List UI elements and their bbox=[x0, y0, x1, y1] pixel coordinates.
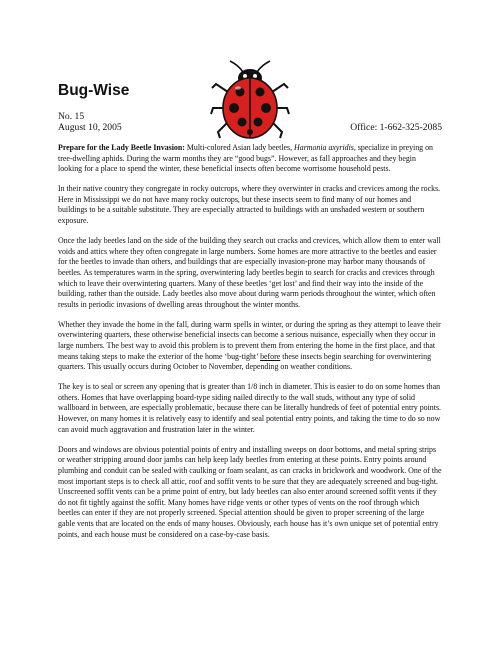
paragraph-1 bbox=[58, 143, 442, 175]
paragraph-4-text: Whether they invade the home in the fall, during warm spells in winter, or during the spring as they attempt to leave their overwintering quarters, these otherwise beneficial insects can become a serious nuisance, especially when they occur in large numbers. The best way to avoid this problem is to prevent them from entering the home in the first place, and that means taking steps to make the exterior of the home ‘bug-tight’ bbox=[58, 319, 441, 361]
article-body bbox=[58, 143, 442, 550]
paragraph-4-text-cont: these insects begin searching for overwintering quarters. This usually occurs during October to November, depending on weather conditions. bbox=[58, 351, 432, 372]
species-name: Harmonia axyridis bbox=[294, 143, 354, 152]
paragraph-5: The key is to seal or screen any opening that is greater than 1/8 inch in diameter. This is easier to do on some homes than others. Homes that have overlapping board-type siding nailed directly to the wall studs, without any type of solid wallboard in between, are especially problematic, because there can be literally hundreds of feet of potential entry points. However, on many homes it is relatively easy to identify and seal potential entry points, and taking the time to do so now can avoid much aggravation and frustration later in the winter. bbox=[58, 382, 441, 434]
newsletter-title: Bug-Wise bbox=[58, 82, 130, 99]
emphasis-before: before bbox=[260, 351, 281, 361]
paragraph-4 bbox=[58, 320, 442, 373]
issue-number: No. 15 bbox=[58, 111, 85, 122]
paragraph-3: Once the lady beetles land on the side of the building they search out cracks and crevices, which allow them to enter wall voids and attics where they often congregate in large numbers. Some homes are more attractive to the beetles and easier for the beetles to invade than others, and buildings that are especially invasion-prone may harbor many thousands of beetles. As temperatures warm in the spring, overwintering lady beetles begin to search for cracks and crevices through which to leave their overwintering quarters. Many of these beetles ‘get lost’ and find their way into the inside of the building, rather than the outside. Lady beetles also move about during warm periods throughout the winter, which often results in periodic invasions of dwelling areas throughout the winter months. bbox=[58, 236, 441, 309]
paragraph-1-text-cont: , specialize in preying on tree-dwelling aphids. During the warm months they are “good bugs”. However, as fall approaches and they begin looking for a place to spend the winter, these beneficial insects often become worrisome household pests. bbox=[58, 143, 433, 174]
paragraph-6: Doors and windows are obvious potential points of entry and installing sweeps on door bottoms, and metal spring strips or weather stripping around door jambs can help keep lady beetles from entering at these points. Entry points around plumbing and conduit can be sealed with caulking or foam sealant, as can cracks in brickwork and woodwork. One of the most important steps is to check all attic, roof and soffit vents to be sure that they are adequately screened and bug-tight. Unscreened soffit vents can be a prime point of entry, but lady beetles can also enter around screened soffit vents if they do not fit tightly against the soffit. Many homes have ridge vents or other types of vents on the roof through which beetles can enter if they are not properly screened. Special attention should be given to proper screening of the large gable vents that are located on the ends of many houses. Obviously, each house has it’s own unique set of potential entry points, and each house must be considered on a case-by-case basis. bbox=[58, 444, 442, 539]
issue-date: August 10, 2005 bbox=[58, 122, 122, 133]
paragraph-2: In their native country they congregate in rocky outcrops, where they overwinter in cracks and crevices among the rocks. Here in Mississippi we do not have many rocky outcrops, but these insects seem to find many of our homes and buildings to be a suitable substitute. They are especially attracted to buildings with an unshaded western or southern exposure. bbox=[58, 184, 441, 226]
date-office-row bbox=[58, 122, 442, 133]
paragraph-1-text: Multi-colored Asian lady beetles, bbox=[184, 143, 295, 152]
office-phone: Office: 1-662-325-2085 bbox=[350, 122, 442, 133]
issue-info bbox=[58, 111, 442, 133]
article-heading: Prepare for the Lady Beetle Invasion: bbox=[58, 143, 185, 152]
